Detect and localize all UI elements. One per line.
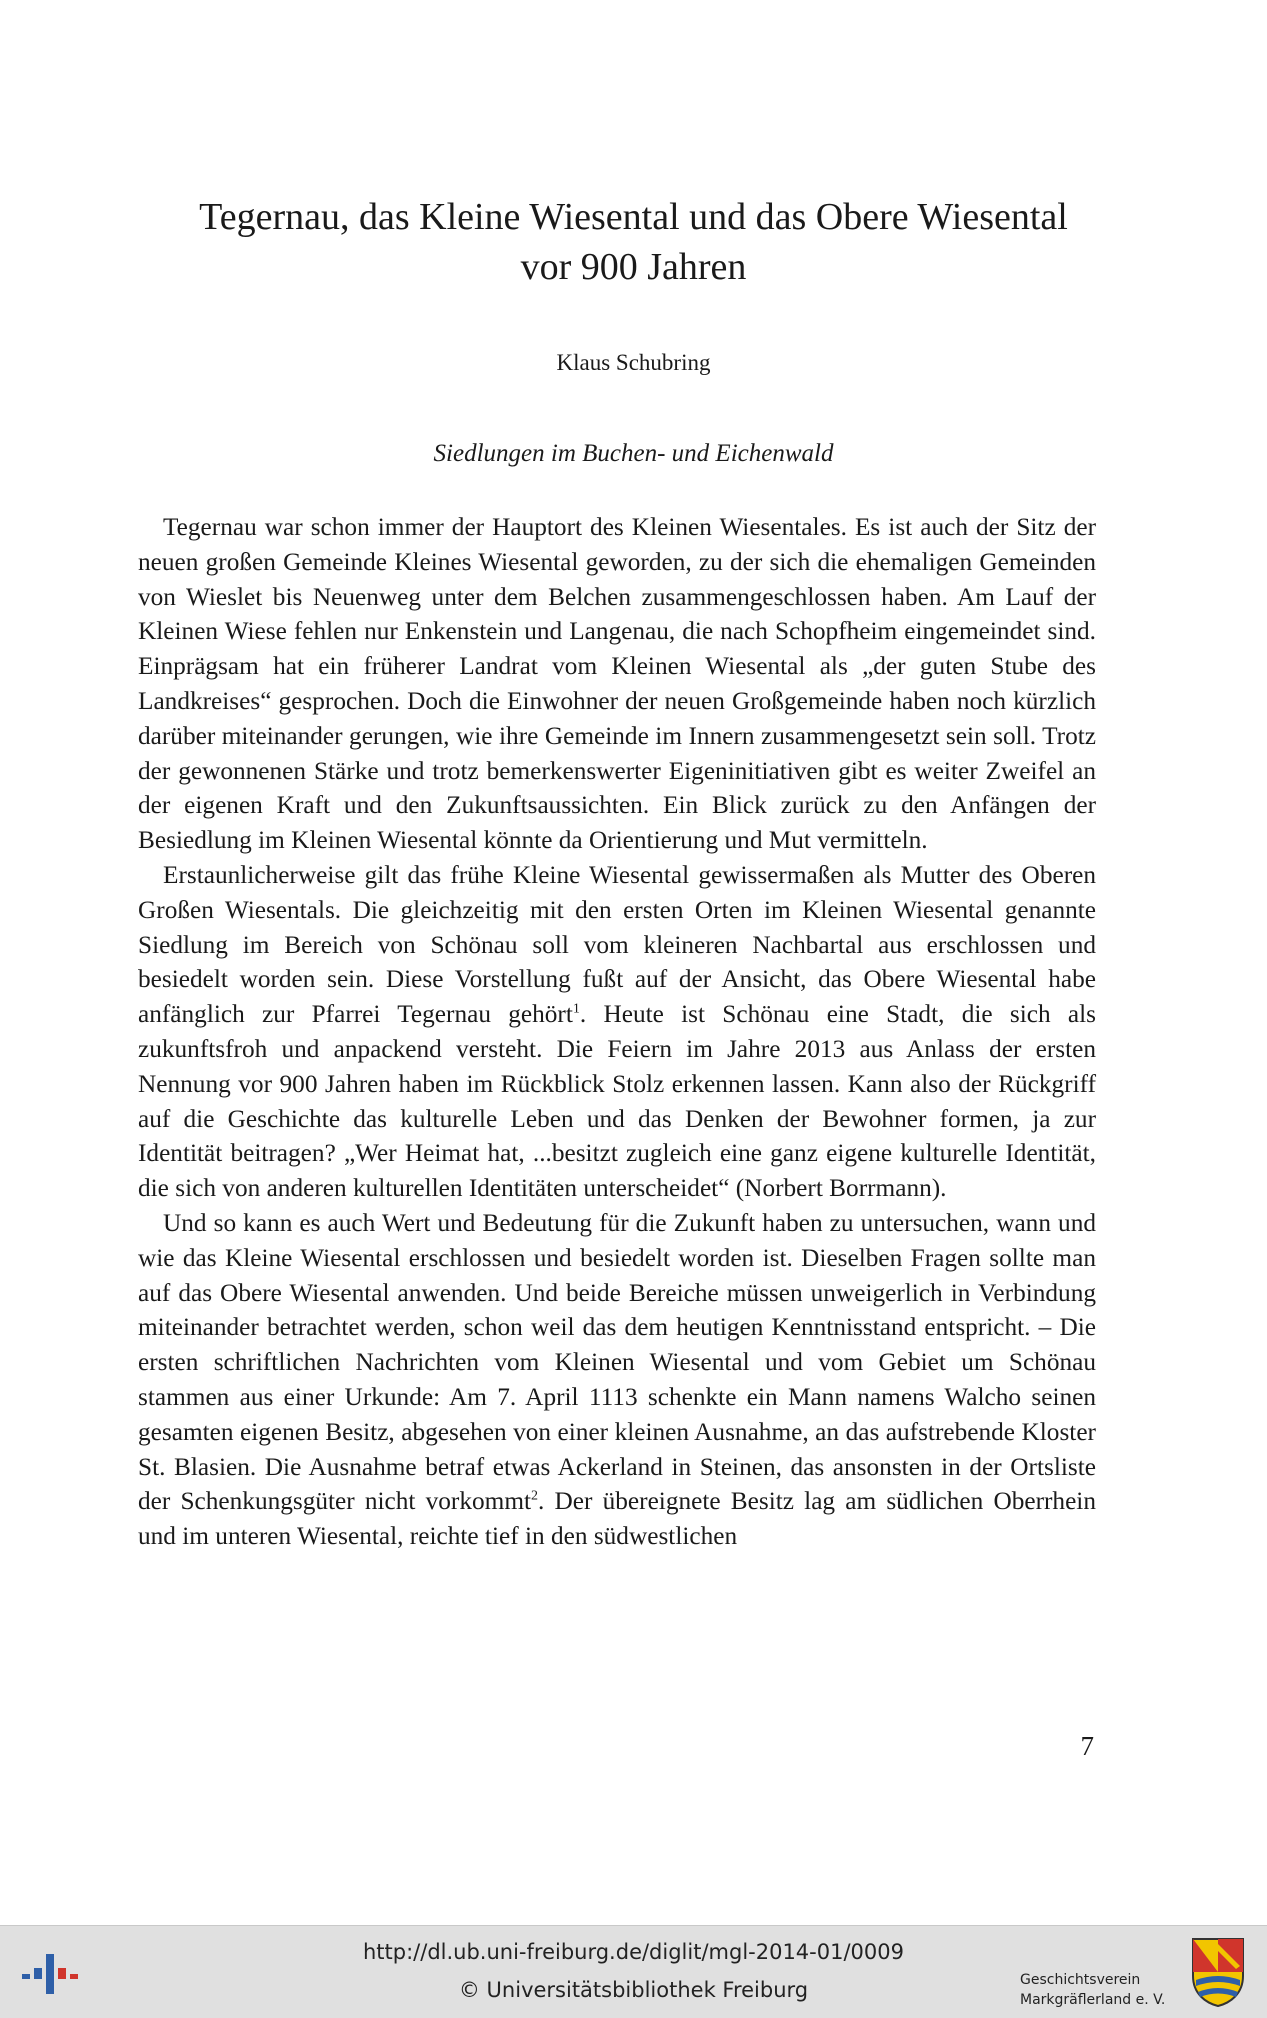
paragraph-1: Tegernau war schon immer der Hauptort des Kleinen Wiesentales. Es ist auch der Sitz der neuen großen Gemeinde Kleines Wiesental geworden, zu der sich die ehemaligen Gemeinden von Wieslet bis Neuenweg unter dem Belchen zusammengeschlossen haben. Am Lauf der Kleinen Wiese fehlen nur Enkenstein und Langenau, die nach Schopfheim eingemeindet sind. Einprägsam hat ein früherer Landrat vom Kleinen Wiesental als „der guten Stube des Landkreises“ gesprochen. Doch die Einwohner der neuen Großgemeinde haben noch kürzlich darüber miteinander gerungen, wie ihre Gemeinde im Innern zusammengesetzt sein soll. Trotz der gewonnenen Stärke und trotz bemerkenswerter Eigeninitiativen gibt es weiter Zweifel an der eigenen Kraft und den Zukunftsaussichten. Ein Blick zurück zu den Anfängen der Besiedlung im Kleinen Wiesental könnte da Orientierung und Mut vermitteln. <box>138 513 1096 855</box>
paragraph-3 <box>138 1206 1096 1554</box>
title-line-1: Tegernau, das Kleine Wiesental und das Obere Wiesental <box>199 196 1068 238</box>
body-text <box>138 510 1096 1554</box>
footer-copyright: © Universitätsbibliothek Freiburg <box>458 1978 809 2002</box>
document-title <box>100 192 1167 292</box>
title-line-2: vor 900 Jahren <box>520 246 747 288</box>
footnote-marker-1: 1 <box>572 1001 580 1017</box>
paragraph-2-text-b: . Heute ist Schönau eine Stadt, die sich als zukunftsfroh und anpackend versteht. Die Feiern im Jahre 2013 aus Anlass der ersten Nennung vor 900 Jahren haben im Rückblick Stolz erkennen lassen. Kann also der Rückgriff auf die Geschichte das kulturelle Leben und das Denken der Bewohner formen, ja zur Identität beitragen? „Wer Heimat hat, ...besitzt zugleich eine ganz eigene kulturelle Identität, die sich von anderen kulturellen Identitäten unterscheidet“ (Norbert Borrmann). <box>138 1000 1096 1203</box>
section-heading: Siedlungen im Buchen- und Eichenwald <box>433 440 834 467</box>
society-line-1: Geschichtsverein <box>1020 1972 1141 1988</box>
paragraph-2-text-a: Erstaunlicherweise gilt das frühe Kleine Wiesental gewissermaßen als Mutter des Oberen Großen Wiesentals. Die gleichzeitig mit den ersten Orten im Kleinen Wiesental genannte Siedlung im Bereich von Schönau soll vom kleineren Nachbartal aus erschlossen und besiedelt worden sein. Diese Vorstellung fußt auf der Ansicht, das Obere Wiesental habe anfänglich zur Pfarrei Tegernau gehört <box>138 860 1096 1029</box>
footer-bar <box>0 1925 1267 2018</box>
footer-url-link[interactable]: http://dl.ub.uni-freiburg.de/diglit/mgl-2014-01/0009 <box>362 1940 904 1964</box>
society-line-2: Markgräflerland e. V. <box>1020 1992 1166 2008</box>
coat-of-arms-icon <box>1190 1936 1246 2008</box>
footnote-marker-2: 2 <box>531 1488 539 1504</box>
page-number: 7 <box>1080 1731 1094 1761</box>
paragraph-3-text-a: Und so kann es auch Wert und Bedeutung für die Zukunft haben zu untersuchen, wann und wie das Kleine Wiesental erschlossen und besiedelt worden ist. Dieselben Fragen sollte man auf das Obere Wiesental anwenden. Und beide Bereiche müssen unweigerlich in Verbindung miteinander betrachtet werden, schon weil das dem heutigen Kenntnisstand entspricht. – Die ersten schriftlichen Nachrichten vom Kleinen Wiesental und vom Gebiet um Schönau stammen aus einer Urkunde: Am 7. April 1113 schenkte ein Mann namens Walcho seinen gesamten eigenen Besitz, abgesehen von einer kleinen Ausnahme, an das aufstrebende Kloster St. Blasien. Die Ausnahme betraf etwas Ackerland in Steinen, das ansonsten in der Ortsliste der Schenkungsgüter nicht vorkommt <box>138 1208 1096 1516</box>
author-name: Klaus Schubring <box>556 350 711 375</box>
paragraph-3-text-b: . Der übereignete Besitz lag am südlichen Oberrhein und im unteren Wiesental, reichte tief in den südwestlichen <box>138 1487 1096 1551</box>
society-name <box>1020 1970 1165 2010</box>
paragraph-2 <box>138 858 1096 1206</box>
